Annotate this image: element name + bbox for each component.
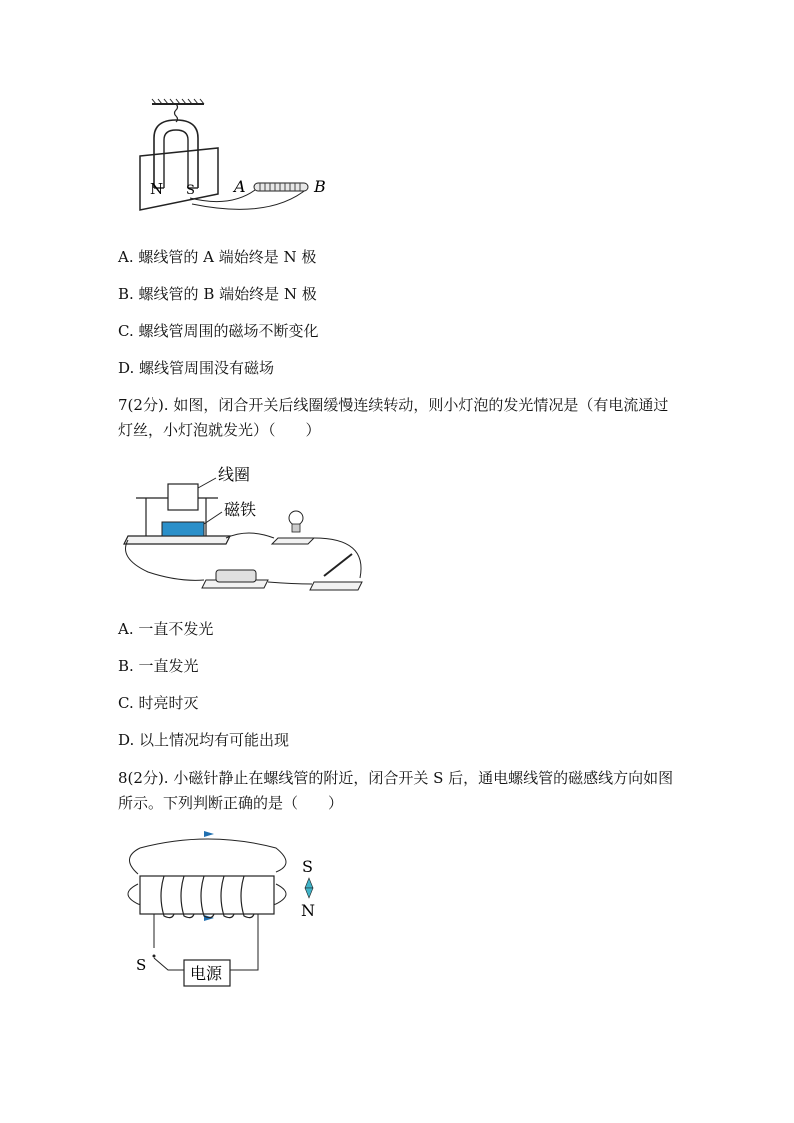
- q6-option-d: D. 螺线管周围没有磁场: [118, 359, 275, 377]
- switch-s-label: S: [136, 956, 147, 974]
- magnet-label: 磁铁: [224, 500, 257, 519]
- solenoid-end-a-label: A: [234, 177, 246, 196]
- q7-stem: 7(2分). 如图，闭合开关后线圈缓慢连续转动，则小灯泡的发光情况是（有电流通过灯丝，小灯泡就发光）（ ）: [118, 396, 669, 439]
- q6-option-a: A. 螺线管的 A 端始终是 N 极: [118, 248, 317, 266]
- q8-stem: 8(2分). 小磁针静止在螺线管的附近，闭合开关 S 后，通电螺线管的磁感线方向如图所示。下列判断正确的是（ ）: [118, 769, 674, 812]
- q7-option-d: D. 以上情况均有可能出现: [118, 731, 290, 749]
- figure-u-magnet-solenoid: [130, 98, 340, 218]
- solenoid-end-b-label: B: [314, 177, 326, 196]
- pole-n-label: N: [150, 180, 164, 198]
- figure-solenoid-field-lines: [118, 828, 338, 993]
- pole-s-label: S: [186, 183, 195, 198]
- q7-option-c: C. 时亮时灭: [118, 694, 199, 712]
- q7-option-b: B. 一直发光: [118, 657, 199, 675]
- q6-option-b: B. 螺线管的 B 端始终是 N 极: [118, 285, 317, 303]
- q6-option-c: C. 螺线管周围的磁场不断变化: [118, 322, 319, 340]
- q7-option-a: A. 一直不发光: [118, 620, 214, 638]
- needle-top-label: S: [302, 857, 313, 876]
- needle-bottom-label: N: [301, 901, 315, 920]
- coil-label: 线圈: [218, 465, 251, 484]
- figure-generator-circuit: [118, 458, 378, 598]
- power-label: 电源: [190, 964, 223, 983]
